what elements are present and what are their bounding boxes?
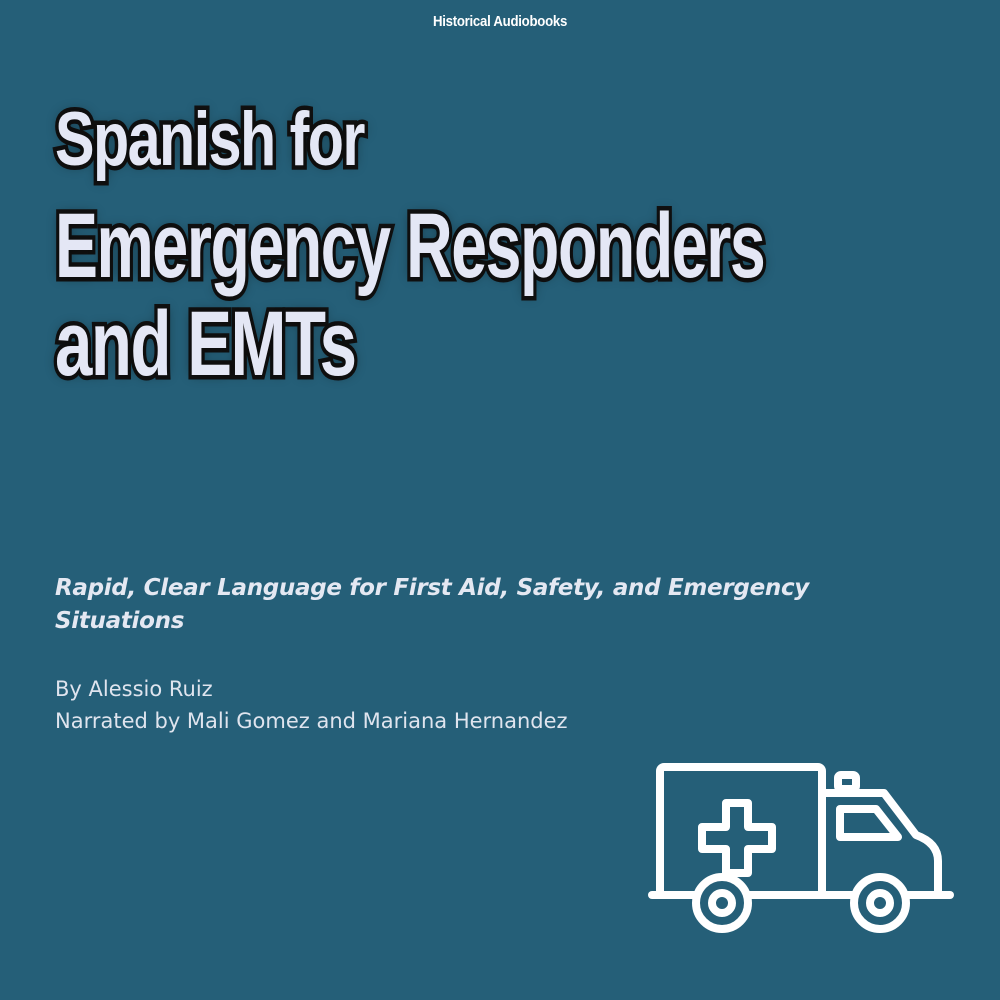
- subtitle: Rapid, Clear Language for First Aid, Safety, and Emergency Situations: [55, 575, 809, 634]
- ambulance-icon: [640, 755, 960, 935]
- narrator-credit: Narrated by Mali Gomez and Mariana Hernandez: [55, 709, 568, 733]
- title-line-1: Spanish for: [55, 97, 364, 182]
- publisher-label: Historical Audiobooks: [432, 13, 568, 30]
- title-line-3: and EMTs: [55, 293, 356, 395]
- author-credit: By Alessio Ruiz: [55, 677, 213, 701]
- title-line-2: Emergency Responders: [55, 195, 765, 297]
